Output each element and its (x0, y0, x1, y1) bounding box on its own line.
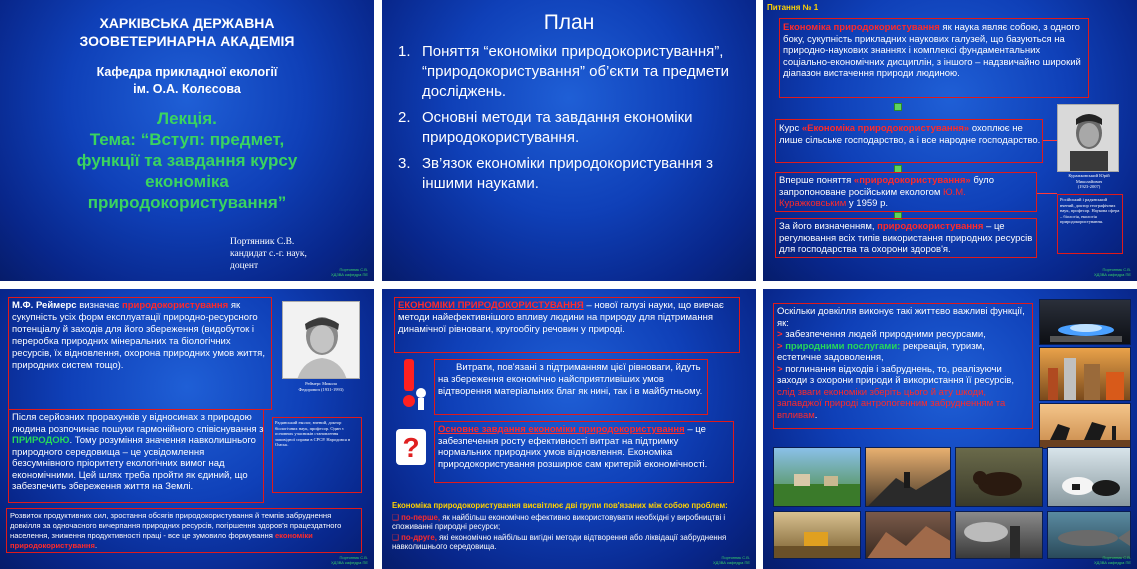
plan-item: 3. Зв’язок економіки природокористування з іншими науками. (398, 155, 714, 192)
pollution-photo (955, 511, 1043, 559)
economics-text: ЕКОНОМІКИ ПРИРОДОКОРИСТУВАННЯ – нової галузі науки, що вивчає методи найефективнішого впливу людини на природу для підтримання динамічної рівноваги, кругообігу речовин у природі. (398, 300, 724, 335)
industry-photo (1039, 347, 1131, 401)
slide-header: Питання № 1 (767, 3, 819, 12)
reimers-photo (282, 301, 360, 379)
hiker-photo (865, 447, 951, 507)
exclamation-icon (394, 355, 430, 415)
slide-footer: Портянник С.В. ХДЗВА кафедра ПЕ (330, 555, 368, 565)
wildlife-photo (955, 447, 1043, 507)
function-item: > поглинання відходів і забруднень, то, реалізуючи заходи з охорони природи й використання її ресурсів, слід зваги економіки зберіть цього й ату шкоди, запавджої природі антропогенним забрудненням та впливам. (777, 363, 1014, 421)
lecture-title: Лекція. Тема: “Вступ: предмет, функції та завдання курсу економіка природокористування” (76, 109, 298, 212)
reimers-caption: Реймерс Микола Федорович (1931-1993) (298, 381, 344, 392)
plan-title: План (543, 11, 595, 34)
connector-marker (894, 103, 902, 111)
slide-footer: Портянник С.В. ХДЗВА кафедра ПЕ (1093, 555, 1131, 565)
portrait-caption: Куражковський Юрій Миколайович (1923-2007) (1068, 173, 1110, 189)
problems-section: Економіка природокористування висвітлює дві групи пов'язаних між собою проблем: ❑ по-перше, як найбільш економічно ефективно використовувати необхідні у виробництві і споживанні природні ресурси; ❑ по-друге, які економічно найбільш вигідні методи відтворення або ліквідації забруднення навколишнього середовища. (392, 501, 742, 552)
slide-footer: Портянник С.В. ХДЗВА кафедра ПЕ (712, 555, 750, 565)
plan-list (398, 42, 748, 200)
cows-photo (1047, 447, 1131, 507)
svg-text:?: ? (402, 432, 420, 463)
portrait-photo (1057, 104, 1119, 172)
quarry-photo (773, 511, 861, 559)
meaning-text: За його визначенням, природокористування – це регулювання всіх типів використання природних ресурсів для господарства та охорони здоров'я. (779, 221, 1033, 255)
course-text: Курс «Економіка природокористування» охоплює не лише сільське господарство, а і все народне господарство. (779, 123, 1041, 146)
reimers-biography-note: Радянський еколог, вчений, доктор біологічних наук, професор. Один з основних учасників становлення заповідної справи в СРСР. Народився в Омськ. (272, 417, 362, 493)
function-item: > забезпечення людей природними ресурсами, (777, 329, 986, 340)
gas-flame-photo (1039, 299, 1131, 345)
connector-line (1037, 193, 1057, 194)
oil-pumps-photo (1039, 403, 1131, 449)
functions-text: Оскільки довкілля виконує такі життєво важливі функції, як: > забезпечення людей природними ресурсами, > природними послугами: рекреація, туризм, естетичне задоволення, > поглинання відходів і забруднень, то, реалізуючи заходи з охорони природи й використання її ресурсів, слід зваги економіки зберіть цього й ату шкоди, запавджої природі антропогенним забрудненням та впливам. (777, 306, 1029, 421)
academy-name: ХАРКІВСЬКА ДЕРЖАВНА ЗООВЕТЕРИНАРНА АКАДЕМІЯ (79, 15, 295, 49)
biography-note: Російський і радянський вчений, доктор географічних наук, професор. Наукова сфера – біологія, екологія природокористування. (1057, 194, 1123, 254)
connector-line (1043, 140, 1057, 141)
function-item: > природними послугами: рекреація, туризм, естетичне задоволення, (777, 340, 985, 363)
slide-reimers[interactable] (0, 289, 374, 569)
department-name: Кафедра прикладної екології ім. О.А. Колєсова (96, 65, 278, 96)
canyon-photo (865, 511, 951, 559)
slide-footer: Портянник С.В. ХДЗВА кафедра ПЕ (1093, 267, 1131, 277)
problem-item: ❑ по-друге, які економічно найбільш вигідні методи відтворення або ліквідації забруднення навколишнього середовища. (392, 532, 727, 551)
portrait-image (1058, 105, 1119, 172)
harmony-text: Після серйозних прорахунків у відносинах з природою людина розпочинає пошуки гармонійного співіснування з ПРИРОДОЮ. Тому розуміння значення навколишнього природного середовища – це усвідомлення безсумнівного пріоритету екологічних вимог над економічними. Цей шлях треба пройти як єдиний, що забезпечить збереження життя на Землі. (12, 412, 264, 492)
plan-item: 2. Основні методи та завдання економіки природокористування. (398, 109, 693, 146)
reimers-image (283, 302, 360, 379)
development-text: Розвиток продуктивних сил, зростання обсягів природокористування й темпів забруднення довкілля за одночасного вичерпання природних ресурсів, погіршення здоров'я працездатного населення, зниження продуктивності праці - все це зумовило формування економіки природокористування. (10, 511, 342, 550)
origin-text: Вперше поняття «природокористування» було запропоноване російським екологом Ю.М. Куражковським у 1959 р. (779, 175, 995, 209)
question-icon (394, 427, 428, 467)
reimers-definition: М.Ф. Реймерс визначає природокористування як сукупність усіх форм експлуатації природно-ресурсного потенціалу й заходів для його збереження (видобуток і переробка природних мінеральних та біологічних ресурсів, їх відновлення, охорона природних умов життя, природних систем тощо). (12, 300, 265, 371)
main-task-text: Основне завдання економіки природокористування – це забезпечення росту ефективності витрат на підтримку нормальних природних умов відновлення. Економіка природокористування розширює сам критерій економічності. (438, 424, 708, 470)
problem-item: ❑ по-перше, як найбільш економічно ефективно використовувати необхідні у виробництві і споживанні природні ресурси; (392, 512, 726, 531)
costs-text: Витрати, пов'язані з підтриманням цієї рівноваги, йдуть на збереження економічно найсприятливіших умов відтворення матеріальних благ як нині, так і в майбутньому. (438, 362, 703, 397)
slide-question-1[interactable] (763, 0, 1137, 281)
village-photo (773, 447, 861, 507)
slide-plan[interactable] (382, 0, 756, 281)
fish-photo (1047, 511, 1131, 559)
author-info: Портянник С.В. кандидат с.-г. наук, доцент (230, 237, 307, 271)
slide-footer: Портянник С.В. ХДЗВА кафедра ПЕ (330, 267, 368, 277)
plan-item: 1. Поняття “економіки природокористування”, “природокористування” об’єкти та предмети досліджень. (398, 43, 730, 100)
slide-title[interactable] (0, 0, 374, 281)
definition-text: Економіка природокористування як наука являє собою, з одного боку, сукупність прикладних наукових галузей, що базуються на природно-наукових знаннях і комплексі фундаментальних соціально-економічних дисциплін, з іншого – надзвичайно широкий діапазон вистачення природи людиною. (783, 22, 1081, 79)
slide-economics-definition[interactable] (382, 289, 756, 569)
slide-environment-functions[interactable] (763, 289, 1137, 569)
